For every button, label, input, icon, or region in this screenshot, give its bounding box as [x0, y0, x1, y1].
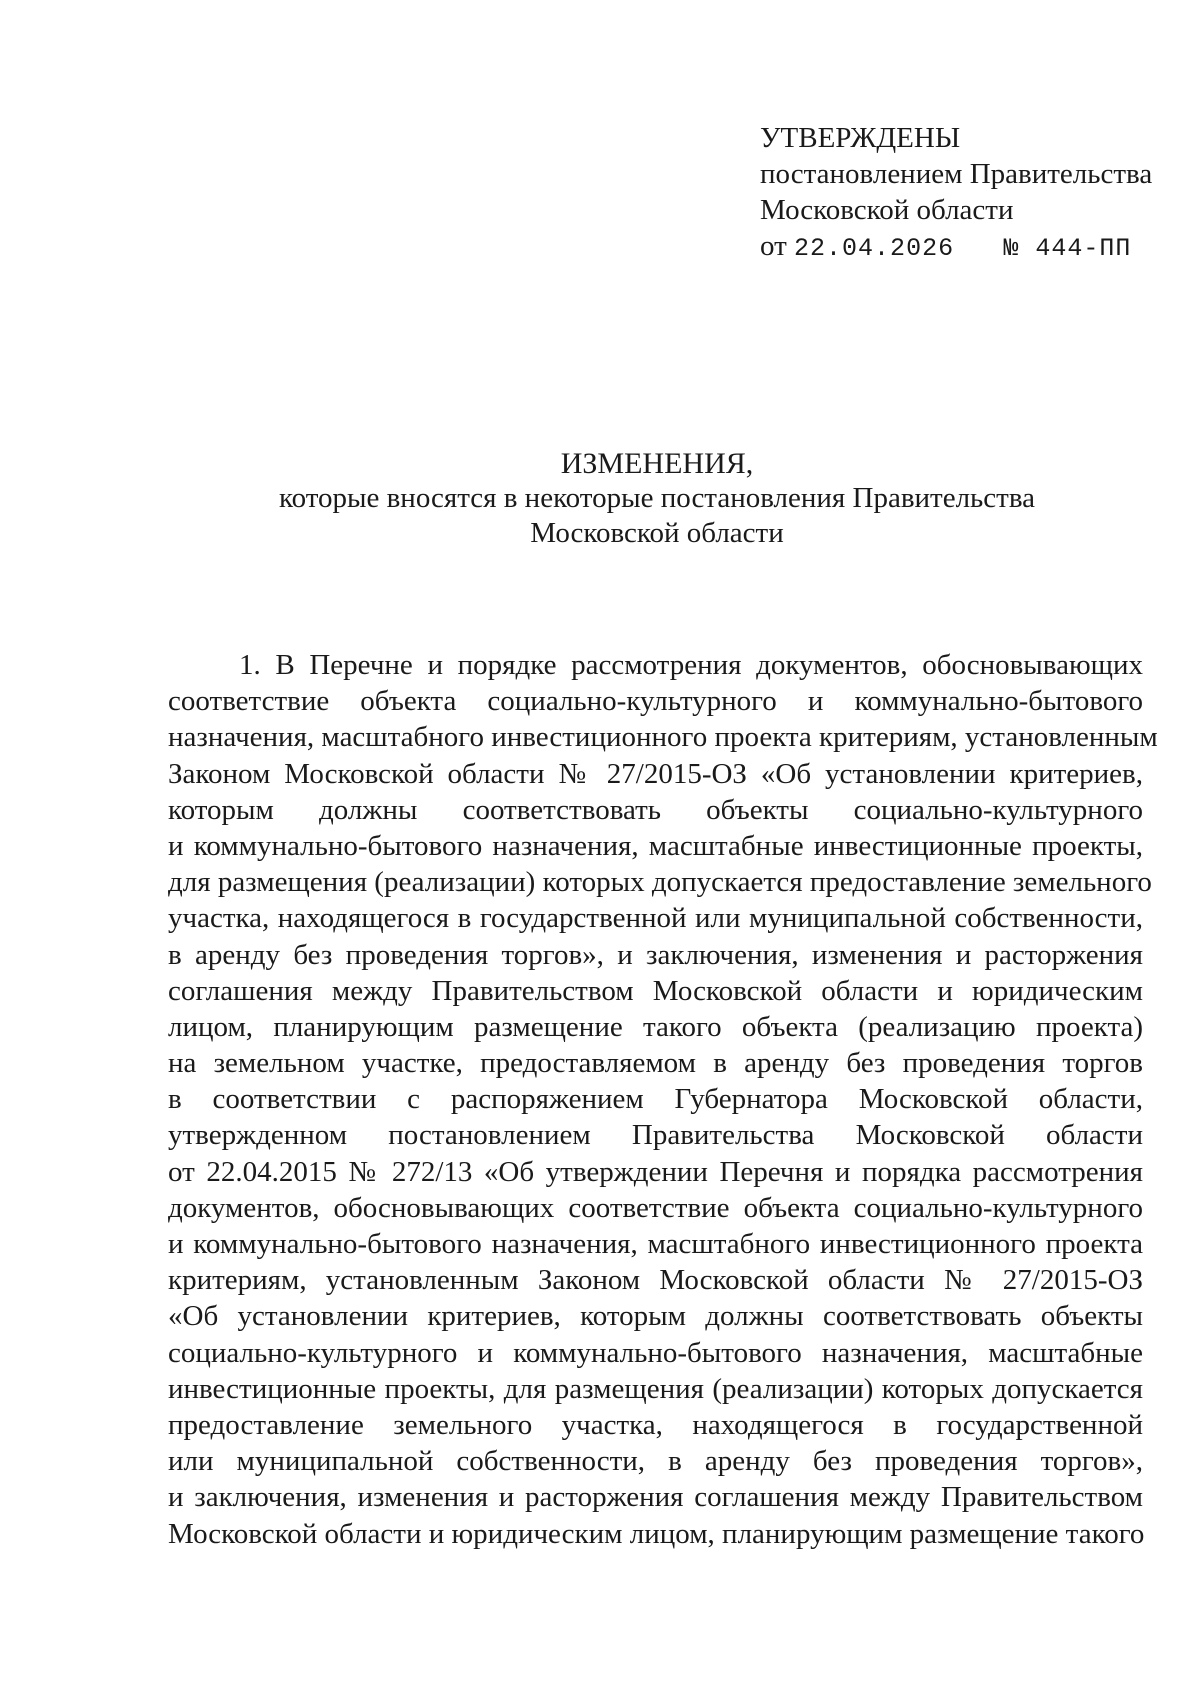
body-line: участка, находящегося в государственной или муниципальной собственности,: [168, 902, 1143, 935]
body-line: Московской области и юридическим лицом, планирующим размещение такого: [168, 1517, 1145, 1550]
body-line: «Об установлении критериев, которым должны соответствовать объекты: [168, 1300, 1143, 1333]
approval-line-1: постановлением Правительства: [760, 158, 1153, 190]
body-line: утвержденном постановлением Правительства Московской области: [168, 1119, 1143, 1152]
heading-subtitle-1: которые вносятся в некоторые постановления Правительства: [278, 482, 1036, 514]
body-line: или муниципальной собственности, в аренду без проведения торгов»,: [168, 1445, 1143, 1478]
body-line: назначения, масштабного инвестиционного проекта критериям, установленным: [168, 721, 1158, 754]
approval-date-prefix: от: [760, 230, 787, 262]
body-line: и коммунально-бытового назначения, масштабного инвестиционного проекта: [168, 1228, 1143, 1260]
heading-subtitle-2: Московской области: [530, 517, 784, 549]
body-line: которым должны соответствовать объекты социально-культурного: [168, 793, 1143, 826]
body-line: на земельном участке, предоставляемом в аренду без проведения торгов: [168, 1047, 1143, 1080]
body-line: критериям, установленным Законом Московской области № 27/2015-ОЗ: [168, 1264, 1143, 1297]
approval-date: 22.04.2026: [794, 234, 955, 263]
body-line: соответствие объекта социально-культурного и коммунально-бытового: [168, 685, 1143, 718]
heading-title: ИЗМЕНЕНИЯ,: [560, 447, 754, 480]
body-line: и коммунально-бытового назначения, масштабные инвестиционные проекты,: [168, 829, 1143, 862]
body-line: инвестиционные проекты, для размещения (реализации) которых допускается: [168, 1372, 1143, 1405]
approval-number: № 444-ПП: [1003, 234, 1132, 263]
body-line: предоставление земельного участка, находящегося в государственной: [168, 1408, 1143, 1441]
body-line: в аренду без проведения торгов», и заключения, изменения и расторжения: [168, 938, 1143, 971]
body-line: Законом Московской области № 27/2015-ОЗ «Об установлении критериев,: [168, 757, 1143, 790]
body-line: 1. В Перечне и порядке рассмотрения документов, обосновывающих: [239, 649, 1143, 681]
body-line: соглашения между Правительством Московской области и юридическим: [168, 974, 1143, 1007]
body-line: в соответствии с распоряжением Губернатора Московской области,: [168, 1083, 1143, 1116]
body-line: и заключения, изменения и расторжения соглашения между Правительством: [168, 1481, 1143, 1514]
document-heading: [160, 446, 1154, 551]
approval-date-line: [760, 228, 1180, 267]
approval-title: УТВЕРЖДЕНЫ: [760, 122, 961, 154]
body-line: документов, обосновывающих соответствие объекта социально-культурного: [168, 1191, 1143, 1224]
body-paragraph: [168, 647, 1158, 1552]
approval-block: [760, 120, 1180, 267]
approval-line-2: Московской области: [760, 194, 1014, 226]
body-line: для размещения (реализации) которых допускается предоставление земельного: [168, 866, 1152, 899]
body-line: лицом, планирующим размещение такого объекта (реализацию проекта): [168, 1010, 1143, 1043]
body-line: от 22.04.2015 № 272/13 «Об утверждении Перечня и порядка рассмотрения: [168, 1155, 1143, 1188]
body-line: социально-культурного и коммунально-бытового назначения, масштабные: [168, 1336, 1143, 1369]
